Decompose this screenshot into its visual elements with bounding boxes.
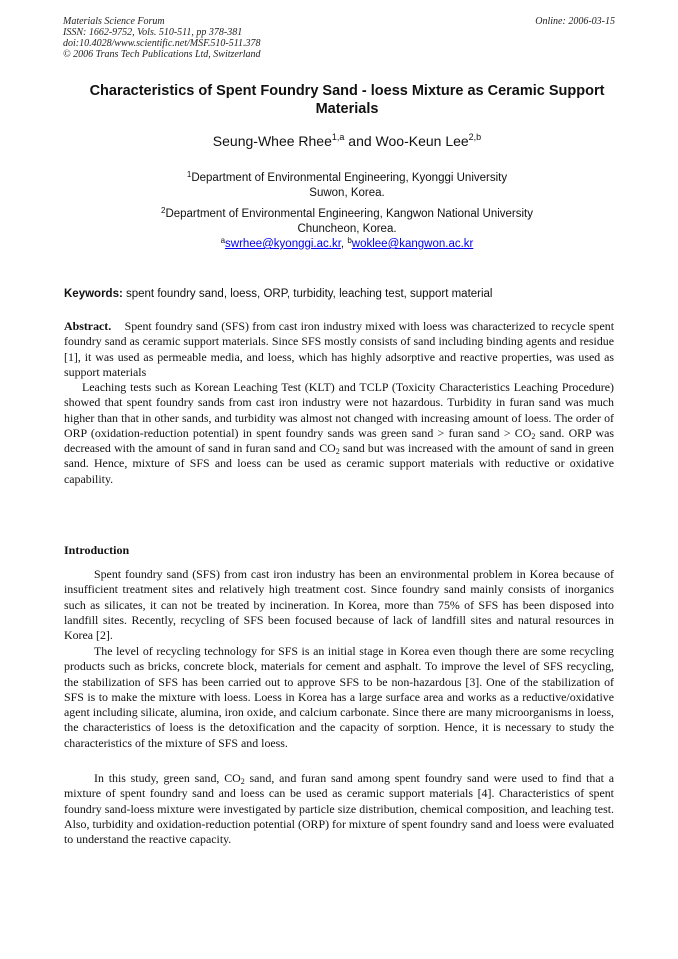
issn-line: ISSN: 1662-9752, Vols. 510-511, pp 378-381 (63, 27, 243, 38)
author-conjunction: and (344, 133, 376, 149)
author-name: Seung-Whee Rhee (212, 133, 332, 149)
keywords-line (64, 288, 624, 300)
email-link-a[interactable]: swrhee@kyonggi.ac.kr (225, 238, 341, 250)
email-line (64, 236, 630, 250)
intro-text-3a: In this study, green sand, CO (94, 771, 241, 785)
journal-header (63, 16, 615, 60)
abstract-label: Abstract. (64, 319, 112, 333)
citation-block (63, 16, 615, 60)
intro-paragraph-1: Spent foundry sand (SFS) from cast iron industry has been an environmental problem in Korea because of insufficient treatment sites and relatively high treatment cost. Since foundry sand mainly consists of inorganics such as silicates, it can not be treated by incineration. In Korea, more than 75% of SFS has been disposed into landfill sites. Recently, recycling of SFS been focused because of lack of landfill sites and natural resources in Korea [2]. (64, 567, 614, 643)
author-affiliation-mark: 2,b (468, 132, 482, 142)
email-mark: b (347, 236, 352, 245)
abstract-paragraph-2 (64, 380, 614, 487)
abstract-text-2a: Leaching tests such as Korean Leaching Test (KLT) and TCLP (Toxicity Characteristics Leaching Procedure) showed that spent foundry sands from cast iron industry were not hazardous. Turbidity in furan sand was much higher than that in other sands, and turbidity was almost not changed with increasing amount of loess. The order of ORP (oxidation-reduction potential) in spent foundry sands was green sand > furan sand > CO (64, 380, 614, 440)
affiliation-department: Department of Environmental Engineering, Kangwon National University (165, 208, 533, 220)
copyright-line: © 2006 Trans Tech Publications Ltd, Switzerland (63, 49, 261, 60)
intro-paragraph-2: The level of recycling technology for SFS is an initial stage in Korea even though there are some recycling products such as bricks, concrete block, materials for cement and asphalt. To improve the level of SFS recycling, the stabilization of SFS has been carried out to approve SFS to be non-hazardous [3]. One of the stabilization of SFS is to make the mixture with loess. Loess in Korea has a large surface area and works as a reductive/oxidative agent including silicate, alumina, iron oxide, and calcium carbonate. Since there are many microorganisms in loess, the characteristics of loess is the detoxification and the capacity of sorption. Hence, it is necessary to study the characteristics of the mixture of SFS and loess. (64, 644, 614, 750)
affiliation-mark: 2 (160, 206, 166, 215)
abstract-paragraph-1 (64, 319, 614, 380)
abstract-text-2b: sand. ORP was decreased with the amount of sand in furan sand and CO (64, 425, 614, 456)
affiliation-1 (64, 167, 630, 201)
intro-paragraph-3 (64, 771, 614, 847)
keywords-label: Keywords: (64, 288, 123, 300)
doi-line: doi:10.4028/www.scientific.net/MSF.510-511.378 (63, 38, 261, 49)
subscript: 2 (240, 777, 245, 786)
journal-name: Materials Science Forum (63, 16, 165, 27)
intro-text-3b: sand, and furan sand among spent foundry sand were used to find that a mixture of spent foundry sand and loess can be used as ceramic support materials [4]. Characteristics of spent foundry sand-loess mixture were investigated by particle size distribution, chemical composition, and leaching test. Also, turbidity and oxidation-reduction potential (ORP) for mixture of spent foundry sand and loess were evaluated to understand the reactive capacity. (64, 771, 615, 847)
section-heading-introduction: Introduction (64, 543, 130, 557)
subscript: 2 (531, 431, 536, 441)
abstract-text-1: Spent foundry sand (SFS) from cast iron industry mixed with loess was characterized to recycle spent foundry sand as ceramic support materials. Since SFS mostly consists of sand including binding agents and residue [1], it was used as permeable media, and loess, which has highly adsorptive and reactive properties, was used as support materials (64, 319, 615, 379)
email-mark: a (220, 236, 226, 245)
paper-title: Characteristics of Spent Foundry Sand - loess Mixture as Ceramic Support Materials (89, 83, 605, 117)
online-date: Online: 2006-03-15 (535, 16, 615, 27)
affiliation-location: Suwon, Korea. (309, 187, 385, 199)
subscript: 2 (335, 447, 340, 457)
email-separator: , (340, 238, 348, 250)
affiliation-location: Chuncheon, Korea. (297, 223, 397, 235)
author-line (64, 132, 630, 149)
keywords-text: spent foundry sand, loess, ORP, turbidity, leaching test, support material (126, 288, 493, 300)
email-link-b[interactable]: woklee@kangwon.ac.kr (351, 238, 474, 250)
author-affiliation-mark: 1,a (331, 132, 345, 142)
abstract-text-2c: sand but was increased with the amount of sand in green sand. Hence, mixture of SFS and loess can be used as ceramic support materials with reductive or oxidative capability. (64, 441, 614, 486)
affiliation-mark: 1 (186, 170, 192, 179)
affiliation-2 (64, 203, 630, 237)
author-name: Woo-Keun Lee (375, 133, 469, 149)
affiliation-department: Department of Environmental Engineering, Kyonggi University (191, 172, 508, 184)
